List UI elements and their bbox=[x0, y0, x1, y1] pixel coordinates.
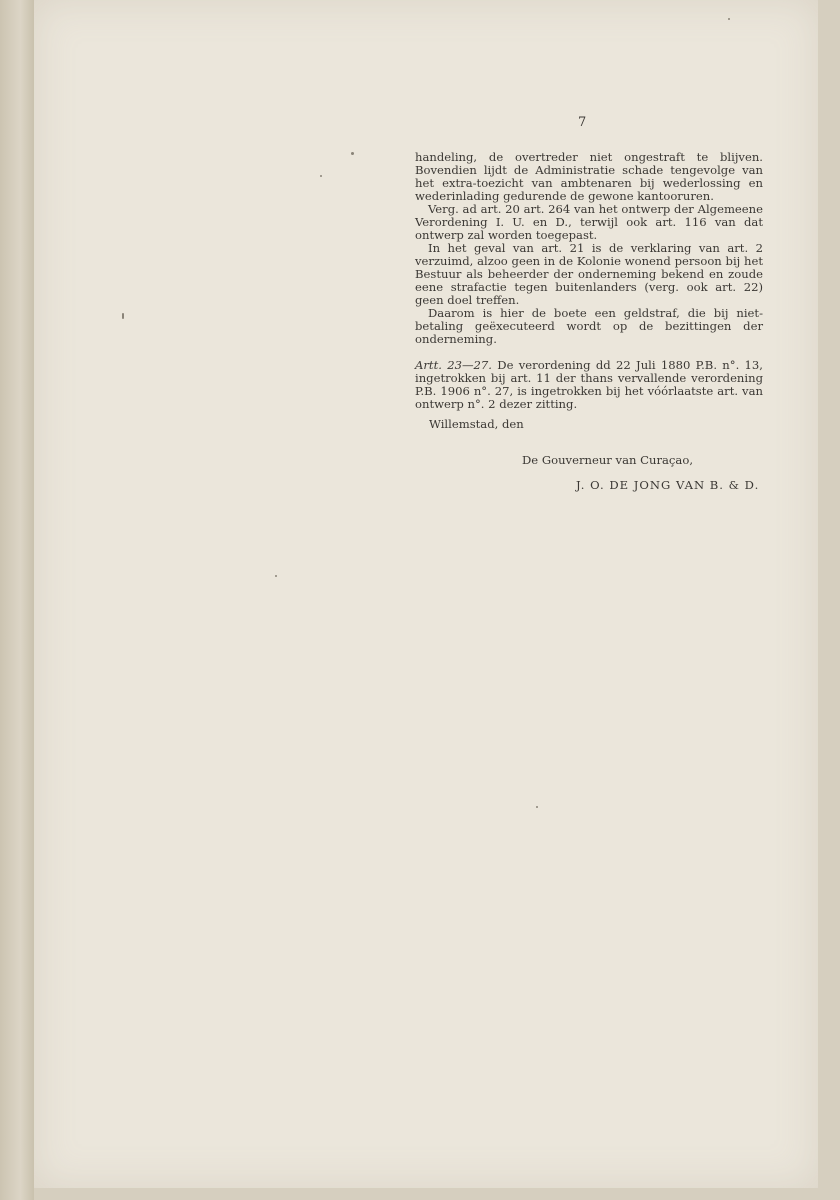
paper-speck bbox=[536, 806, 538, 808]
paper-speck bbox=[351, 152, 354, 155]
paragraph: Daarom is hier de boete een geldstraf, die bij niet-betaling geëxecuteerd wordt op de bezittingen der onderneming. bbox=[415, 306, 763, 346]
paragraph: handeling, de overtreder niet ongestraft te blijven. Bovendien lijdt de Administratie schade tengevolge van het extra-toezicht van ambtenaren bij wederlossing en wederinlading gedurende de gewone kantooruren. bbox=[415, 150, 763, 203]
paragraph: Verg. ad art. 20 art. 264 van het ontwerp der Algemeene Verordening I. U. en D., terwijl ook art. 116 van dat ontwerp zal worden toegepast. bbox=[415, 202, 763, 242]
body-text bbox=[415, 151, 763, 411]
artt-paragraph bbox=[415, 359, 763, 411]
place-date-line: Willemstad, den bbox=[429, 417, 524, 431]
signature-name: J. O. DE JONG VAN B. & D. bbox=[576, 478, 760, 492]
paper-speck bbox=[320, 175, 322, 177]
paper-speck bbox=[275, 575, 277, 577]
paragraph: In het geval van art. 21 is de verklaring van art. 2 verzuimd, alzoo geen in de Kolonie wonend persoon bij het Bestuur als beheerder der onderneming bekend en zoude eene strafactie tegen buitenlanders (verg. ook art. 22) geen doel treffen. bbox=[415, 241, 763, 307]
artt-text: De verordening dd 22 Juli 1880 P.B. n°. 13, ingetrokken bij art. 11 der thans vervallende verordening P.B. 1906 n°. 27, is ingetrokken bij het vóórlaatste art. van ontwerp n°. 2 dezer zitting. bbox=[415, 358, 763, 411]
paper-speck bbox=[122, 313, 124, 319]
book-spine bbox=[0, 0, 34, 1200]
governor-title: De Gouverneur van Curaçao, bbox=[522, 453, 694, 467]
paper-speck bbox=[728, 18, 730, 20]
page-number: 7 bbox=[578, 115, 587, 130]
artt-label: Artt. 23—27. bbox=[415, 358, 492, 372]
